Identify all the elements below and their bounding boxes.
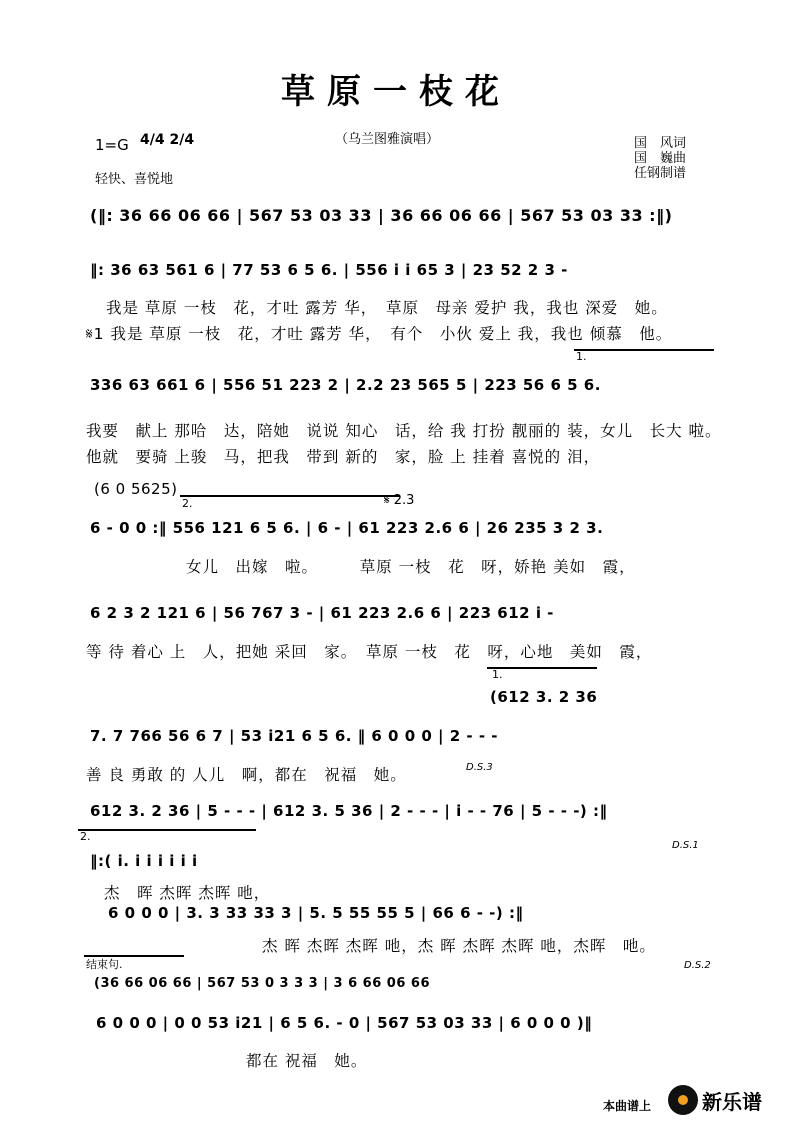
volta-1b-mark: 1. xyxy=(492,668,503,681)
score-line-5-notes: 6 2 3 2 121 6 | 56 767 3 - | 61 223 2.6 6 | 223 612 i - xyxy=(90,604,554,622)
lyric-line-2b: 𝄋1 我是 草原 一枝 花，才吐 露芳 华， 有个 小伙 爱上 我，我也 倾慕 他。 xyxy=(86,325,673,343)
lyric-line-2a: 我是 草原 一枝 花，才吐 露芳 华， 草原 母亲 爱护 我，我也 深爱 她。 xyxy=(106,299,668,317)
time-signature: 4/4 2/4 xyxy=(140,132,195,148)
lyric-line-5: 等 待 着心 上 人，把她 采回 家。 草原 一枝 花 呀，心地 美如 霞， xyxy=(86,643,653,661)
transcriber-credit: 任钢制谱 xyxy=(634,166,687,181)
score-line-2-notes: ‖: 36 63 561 6 | 77 53 6 5 6. | 556 i i 65 3 | 23 52 2 3 - xyxy=(90,261,568,279)
volta-2b-bracket xyxy=(78,829,256,831)
score-line-6-notes: 7. 7 766 56 6 7 | 53 i21 6 5 6. ‖ 6 0 0 0 | 2 - - - xyxy=(90,727,499,745)
score-line-3-notes: 336 63 661 6 | 556 51 223 2 | 2.2 23 565 5 | 223 56 6 5 6. xyxy=(90,376,601,394)
volta-1-mark: 1. xyxy=(576,350,587,363)
footer-credit: 本曲谱上 xyxy=(603,1099,652,1113)
score-line-10-intro: (36 66 06 66 | 567 53 0 3 3 3 | 3 6 66 06 66 xyxy=(94,976,430,991)
score-line-1-notes: (‖: 36 66 06 66 | 567 53 03 33 | 36 66 06 66 | 567 53 03 33 :‖) xyxy=(90,206,673,225)
lyric-line-4: 女儿 出嫁 啦。 草原 一枝 花 呀，娇艳 美如 霞， xyxy=(186,558,636,576)
tempo-marking: 轻快、喜悦地 xyxy=(95,172,174,187)
volta-2-bracket xyxy=(180,495,400,497)
lyric-line-9: 杰 晖 杰晖 杰晖 吔，杰 晖 杰晖 杰晖 吔，杰晖 吔。 xyxy=(262,937,656,955)
brand-name: 新乐谱 xyxy=(702,1090,762,1114)
brand-logo-icon xyxy=(668,1085,698,1115)
score-line-6-intro: (612 3. 2 36 xyxy=(490,688,598,706)
segno-2-3: 𝄋 2.3 xyxy=(384,493,415,508)
ending-mark: 结束句. xyxy=(86,958,123,971)
lyric-line-6: 善 良 勇敢 的 人儿 啊，都在 祝福 她。 xyxy=(86,766,407,784)
volta-1b-bracket xyxy=(487,667,597,669)
lyric-line-10: 都在 祝福 她。 xyxy=(246,1052,368,1070)
page-title: 草原一枝花 xyxy=(281,72,511,112)
volta-2-mark: 2. xyxy=(182,497,193,510)
singer-credit: （乌兰图雅演唱） xyxy=(335,132,440,147)
volta-1-bracket xyxy=(574,349,714,351)
volta-2b-mark: 2. xyxy=(80,830,91,843)
score-line-8-notes: ‖:( i. i i i i i i xyxy=(90,852,198,870)
lyric-line-3b: 他就 要骑 上骏 马，把我 带到 新的 家，脸 上 挂着 喜悦的 泪， xyxy=(86,448,601,466)
ds3-mark: D.S.3 xyxy=(466,762,493,773)
lyricist-credit: 国 风词 xyxy=(634,136,687,151)
key-signature: 1=G xyxy=(95,136,129,154)
composer-credit: 国 巍曲 xyxy=(634,151,687,166)
score-line-7-notes: 612 3. 2 36 | 5 - - - | 612 3. 5 36 | 2 - - - | i - - 76 | 5 - - -) :‖ xyxy=(90,802,608,820)
score-line-9-notes: 6 0 0 0 | 3. 3 33 33 3 | 5. 5 55 55 5 | 66 6 - -) :‖ xyxy=(108,904,524,922)
score-line-4-notes: 6 - 0 0 :‖ 556 121 6 5 6. | 6 - | 61 223 2.6 6 | 26 235 3 2 3. xyxy=(90,519,604,537)
ds2-mark: D.S.2 xyxy=(684,960,711,971)
lyric-line-3a: 我要 献上 那哈 达，陪她 说说 知心 话，给 我 打扮 靓丽的 装，女儿 长大 啦。 xyxy=(86,422,722,440)
score-line-10-notes: 6 0 0 0 | 0 0 53 i21 | 6 5 6. - 0 | 567 53 03 33 | 6 0 0 0 )‖ xyxy=(96,1014,593,1032)
lyric-line-8: 杰 晖 杰晖 杰晖 吔， xyxy=(104,884,271,902)
score-line-4-intro: (6 0 5625) xyxy=(94,480,178,498)
ds1-mark: D.S.1 xyxy=(672,840,699,851)
